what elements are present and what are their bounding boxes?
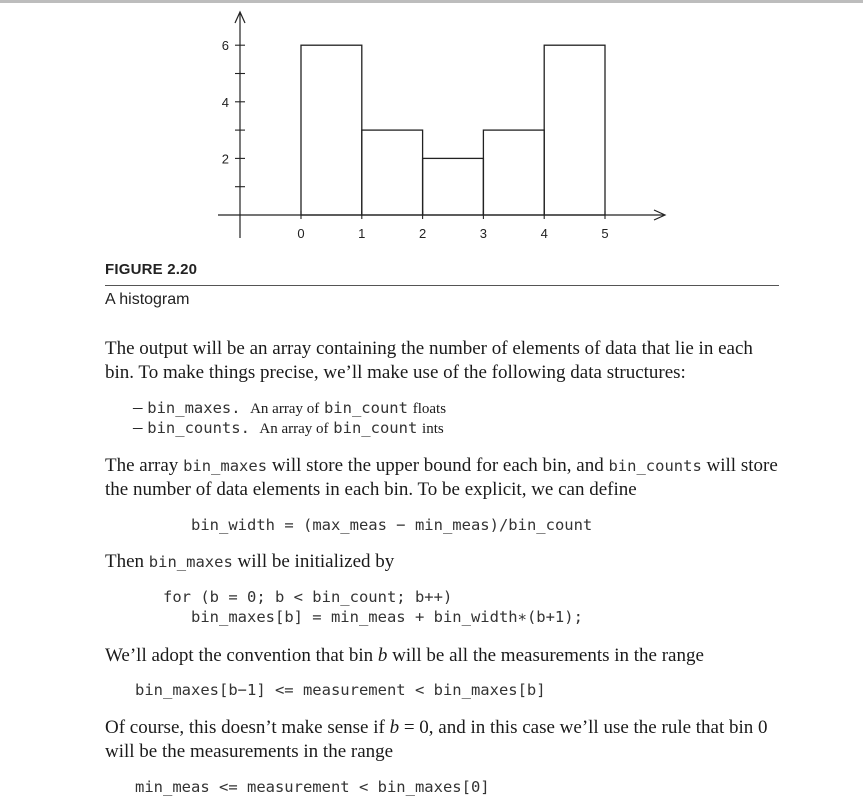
code-range-zero: min_meas <= measurement < bin_maxes[0]	[135, 778, 490, 796]
figure-rule	[105, 285, 779, 286]
paragraph-initialized	[105, 550, 785, 574]
list-item-bin-maxes	[133, 398, 446, 419]
text-run: will be initialized by	[237, 551, 395, 572]
code-range-general: bin_maxes[b−1] <= measurement < bin_maxes[b]	[135, 681, 546, 699]
inline-code: bin_counts	[608, 457, 702, 475]
figure-caption: A histogram	[105, 291, 190, 308]
text-run: = 0, and in this case we’ll use the rule that bin 0 will be the measurements in the range	[105, 717, 768, 762]
histogram-bar	[483, 130, 544, 215]
x-tick-label: 1	[358, 226, 366, 241]
paragraph-output-description: The output will be an array containing the number of elements of data that lie in each bin. To make things precise, we’ll make use of the following data structures:	[105, 338, 753, 383]
bullet-dash: –	[133, 417, 143, 438]
text-run: Then	[105, 551, 145, 572]
text-run: The array	[105, 455, 179, 476]
bullet-desc-type: floats	[412, 401, 447, 417]
bullet-desc: An array of	[259, 421, 329, 437]
text-run: will be all the measurements in the range	[392, 645, 704, 666]
x-tick-label: 4	[540, 226, 548, 241]
histogram-bar	[544, 45, 605, 215]
y-tick-label: 6	[221, 38, 229, 54]
code-for-loop: for (b = 0; b < bin_count; b++)	[163, 588, 453, 606]
y-tick-label: 2	[221, 151, 229, 167]
code-bin-width: bin_width = (max_meas − min_meas)/bin_count	[191, 516, 593, 534]
bullet-desc-code: bin_count	[333, 419, 418, 437]
code-assign: bin_maxes[b] = min_meas + bin_width∗(b+1);	[163, 608, 583, 626]
bullet-desc-type: ints	[422, 421, 444, 437]
histogram-chart	[0, 0, 863, 260]
paragraph-special-case	[105, 716, 785, 764]
inline-code: bin_maxes	[148, 553, 233, 571]
histogram-bar	[362, 130, 423, 215]
x-tick-label: 2	[418, 226, 427, 241]
paragraph-convention	[105, 644, 785, 668]
bullet-dash: –	[133, 397, 143, 418]
histogram-bar	[423, 158, 484, 215]
x-tick-label: 0	[297, 226, 305, 241]
y-tick-label: 4	[221, 94, 229, 110]
math-variable: b	[389, 717, 400, 738]
math-variable: b	[377, 645, 388, 666]
histogram-bar	[301, 45, 362, 215]
text-run: We’ll adopt the convention that bin	[105, 645, 374, 666]
bullet-term: bin_maxes.	[147, 399, 241, 417]
inline-code: bin_maxes	[183, 457, 268, 475]
paragraph-array-definition	[105, 454, 785, 502]
list-item-bin-counts	[133, 418, 444, 439]
figure-label: FIGURE 2.20	[105, 261, 198, 278]
text-run: will store the number of data elements in each bin. To be explicit, we can define	[105, 455, 778, 500]
x-tick-label: 3	[479, 226, 488, 241]
text-run: Of course, this doesn’t make sense if	[105, 717, 385, 738]
x-tick-label: 5	[601, 226, 609, 241]
bullet-desc: An array of	[250, 401, 320, 417]
bullet-desc-code: bin_count	[323, 399, 408, 417]
text-run: will store the upper bound for each bin, and	[271, 455, 604, 476]
bullet-term: bin_counts.	[147, 419, 250, 437]
